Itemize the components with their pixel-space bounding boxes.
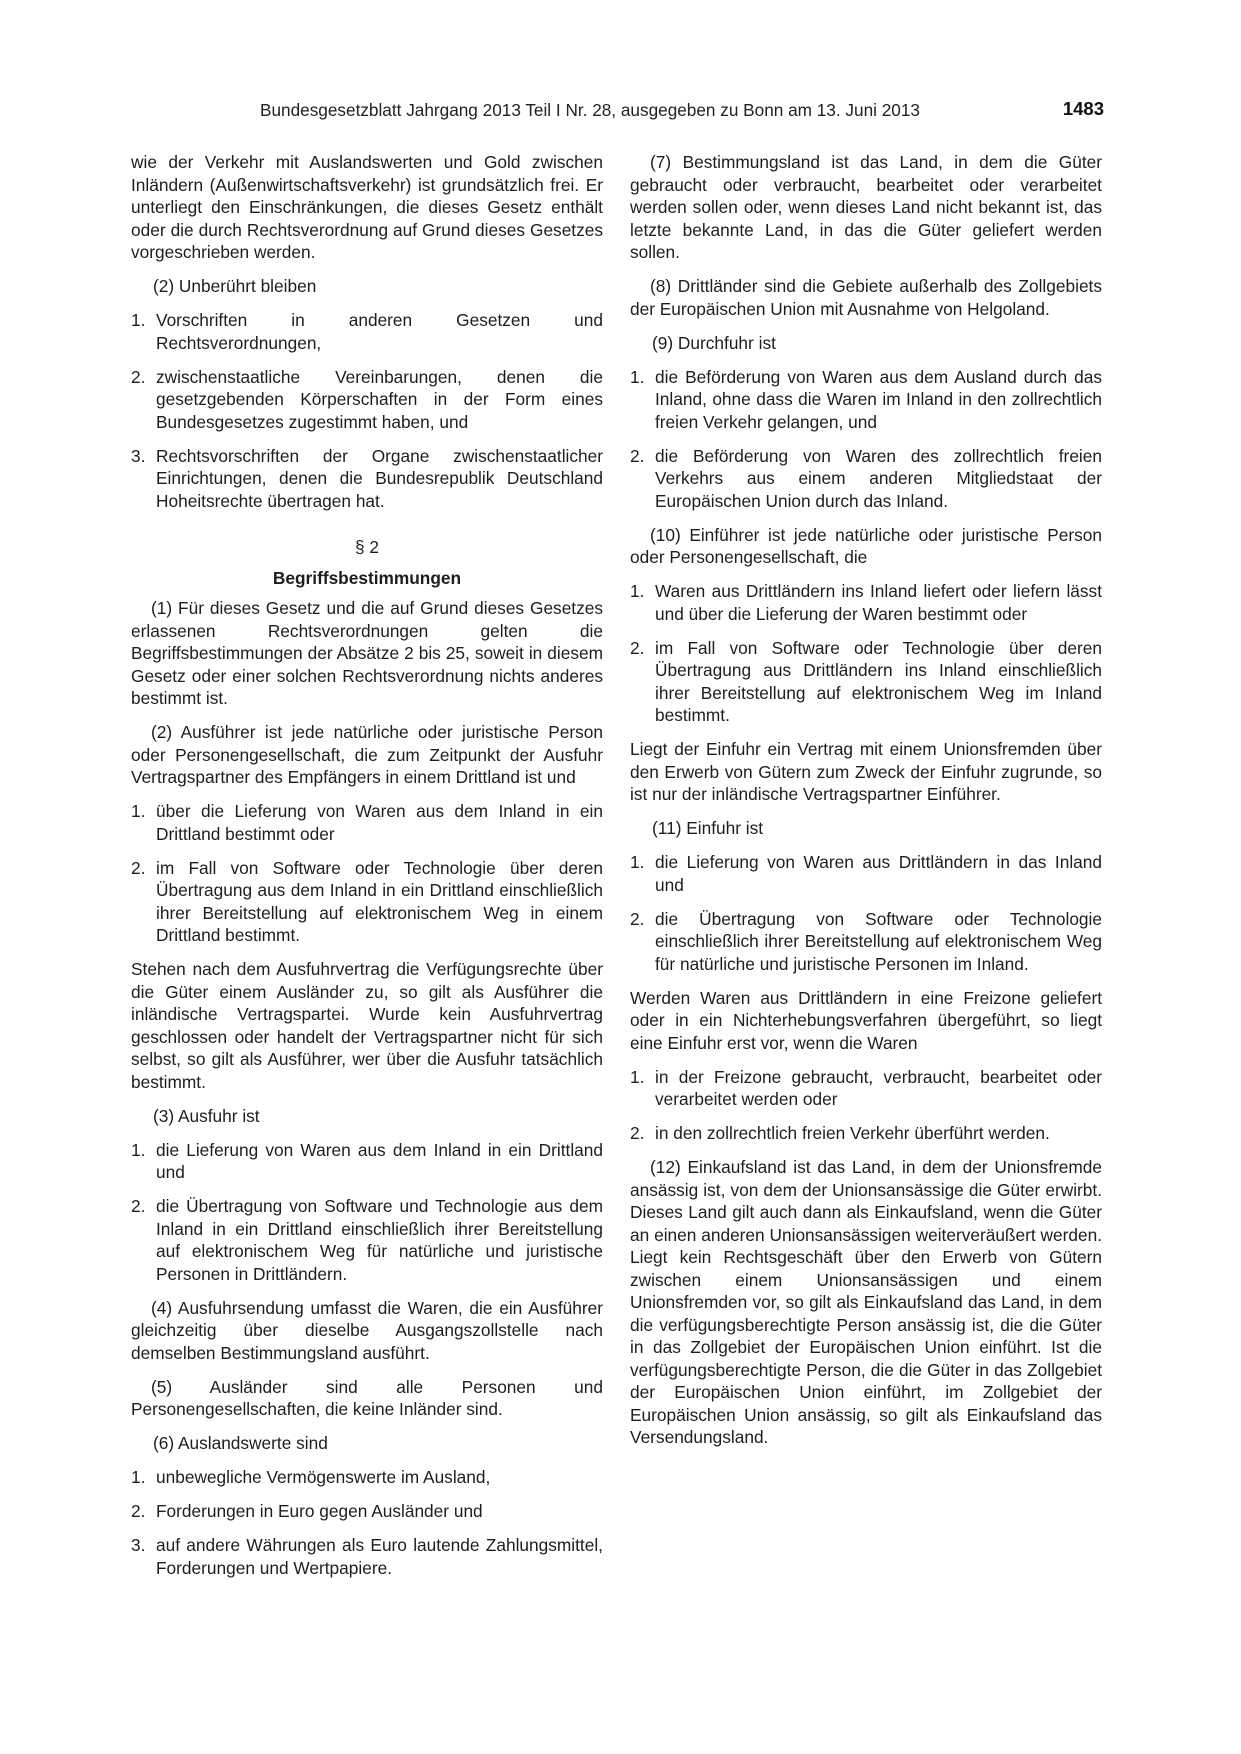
- list-item-number: 1.: [131, 801, 146, 821]
- paragraph-label: (2) Unberührt bleiben: [153, 276, 317, 296]
- enumerated-list: [630, 851, 1102, 975]
- list-item: [630, 1122, 1102, 1145]
- list-item-text: die Übertragung von Software und Technologie aus dem Inland in ein Drittland einschließlich ihrer Bereitstellung auf elektronischem Weg für natürliche und juristische Personen in Drittländern.: [156, 1196, 603, 1284]
- list-item: [131, 1139, 603, 1184]
- list-item: [131, 1500, 603, 1523]
- paragraph: Werden Waren aus Drittländern in eine Freizone geliefert oder in ein Nichterhebungsverfahren übergeführt, so liegt eine Einfuhr erst vor, wenn die Waren: [630, 987, 1102, 1053]
- list-item-text: die Lieferung von Waren aus Drittländern in das Inland und: [655, 852, 1102, 895]
- enumerated-list: [131, 309, 603, 512]
- list-item: [630, 637, 1102, 727]
- list-item-text: Waren aus Drittländern ins Inland liefert oder liefern lässt und über die Lieferung der Waren bestimmt oder: [655, 581, 1102, 624]
- list-item-number: 2.: [131, 366, 146, 387]
- enumerated-list: [630, 580, 1102, 727]
- section-title: Begriffsbestimmungen: [272, 567, 462, 588]
- list-item-text: zwischenstaatliche Vereinbarungen, denen die gesetzgebenden Körperschaften in der Form eines Bundesgesetzes zugestimmt haben, und: [156, 366, 603, 432]
- list-item: [131, 1195, 603, 1285]
- paragraph: Liegt der Einfuhr ein Vertrag mit einem Unionsfremden über den Erwerb von Gütern zum Zweck der Einfuhr zugrunde, so ist nur der inländische Vertragspartner Einführer.: [630, 739, 1102, 804]
- list-item-number: 2.: [630, 445, 645, 466]
- paragraph: (1) Für dieses Gesetz und die auf Grund dieses Gesetzes erlassenen Rechtsverordnungen gelten die Begriffsbestimmungen der Absätze 2 bis 25, soweit in diesem Gesetz oder einer solchen Rechtsverordnung nichts anderes bestimmt ist.: [131, 598, 603, 708]
- enumerated-list: [630, 366, 1102, 513]
- right-column: [630, 151, 1102, 1460]
- list-item: [131, 800, 603, 845]
- list-item: [131, 857, 603, 947]
- list-item-number: 3.: [131, 1535, 146, 1555]
- list-item-number: 1.: [131, 1467, 146, 1487]
- paragraph-label: (6) Auslandswerte sind: [153, 1433, 328, 1453]
- paragraph: wie der Verkehr mit Auslandswerten und Gold zwischen Inländern (Außenwirtschaftsverkehr) ist grundsätzlich frei. Er unterliegt den Einschränkungen, die dieses Gesetz enthält oder die durch Rechtsverordnung auf Grund dieses Gesetzes vorgeschrieben werden.: [131, 152, 603, 262]
- list-item: [131, 445, 603, 513]
- enumerated-list: [131, 1139, 603, 1286]
- list-item: [131, 309, 603, 354]
- paragraph-label: (11) Einfuhr ist: [652, 818, 764, 838]
- enumerated-list: [131, 1466, 603, 1579]
- list-item: [131, 1534, 603, 1579]
- list-item-text: Rechtsvorschriften der Organe zwischenstaatlicher Einrichtungen, denen die Bundesrepublik Deutschland Hoheitsrechte übertragen hat.: [156, 445, 603, 511]
- list-item: [630, 851, 1102, 896]
- paragraph: (8) Drittländer sind die Gebiete außerhalb des Zollgebiets der Europäischen Union mit Ausnahme von Helgoland.: [630, 276, 1102, 319]
- list-item-text: Forderungen in Euro gegen Ausländer und: [156, 1501, 483, 1521]
- list-item-text: Vorschriften in anderen Gesetzen und Rechtsverordnungen,: [156, 310, 603, 353]
- list-item-number: 2.: [630, 637, 645, 658]
- paragraph: (4) Ausfuhrsendung umfasst die Waren, die ein Ausführer gleichzeitig über dieselbe Ausgangszollstelle nach demselben Bestimmungsland ausführt.: [131, 1297, 603, 1363]
- list-item-text: die Übertragung von Software oder Technologie einschließlich ihrer Bereitstellung auf elektronischem Weg für natürliche und juristische Personen im Inland.: [655, 908, 1102, 974]
- list-item: [131, 366, 603, 434]
- list-item-text: in der Freizone gebraucht, verbraucht, bearbeitet oder verarbeitet werden oder: [655, 1066, 1102, 1109]
- list-item-text: die Lieferung von Waren aus dem Inland in ein Drittland und: [156, 1139, 603, 1182]
- list-item-number: 2.: [630, 908, 645, 929]
- paragraph-label: (9) Durchfuhr ist: [652, 332, 776, 353]
- list-item-number: 2.: [131, 1501, 146, 1521]
- paragraph: Stehen nach dem Ausfuhrvertrag die Verfügungsrechte über die Güter einem Ausländer zu, so gilt als Ausführer die inländische Vertragspartei. Wurde kein Ausfuhrvertrag geschlossen oder handelt der Vertragspartner nicht für sich selbst, so gilt als Ausführer, wer über die Ausfuhr tatsächlich bestimmt.: [131, 959, 603, 1092]
- list-item: [630, 1066, 1102, 1111]
- list-item: [131, 1466, 603, 1489]
- running-title: Bundesgesetzblatt Jahrgang 2013 Teil I Nr. 28, ausgegeben zu Bonn am 13. Juni 2013: [260, 100, 920, 120]
- paragraph: (7) Bestimmungsland ist das Land, in dem die Güter gebraucht oder verbraucht, bearbeitet oder verarbeitet werden sollen oder, wenn dieses Land nicht bekannt ist, das letzte bekannte Land, in das die Güter geliefert werden sollen.: [630, 152, 1102, 262]
- list-item-text: im Fall von Software oder Technologie über deren Übertragung aus dem Inland in ein Drittland einschließlich ihrer Bereitstellung auf elektronischem Weg in einem Drittland bestimmt.: [156, 857, 603, 945]
- list-item-number: 2.: [131, 1196, 146, 1216]
- left-column: [131, 151, 603, 1591]
- list-item: [630, 580, 1102, 625]
- list-item: [630, 366, 1102, 434]
- paragraph: (10) Einführer ist jede natürliche oder juristische Person oder Personengesellschaft, die: [630, 524, 1102, 567]
- list-item-number: 1.: [630, 1066, 645, 1087]
- list-item-number: 3.: [131, 445, 146, 466]
- list-item-number: 2.: [630, 1123, 645, 1143]
- list-item-text: unbewegliche Vermögenswerte im Ausland,: [156, 1467, 491, 1487]
- paragraph: (5) Ausländer sind alle Personen und Personengesellschaften, die keine Inländer sind.: [131, 1376, 603, 1419]
- list-item-text: im Fall von Software oder Technologie über deren Übertragung aus Drittländern ins Inland einschließlich ihrer Bereitstellung auf elektronischem Weg im Inland bestimmt.: [655, 637, 1102, 725]
- paragraph-label: (3) Ausfuhr ist: [153, 1105, 260, 1126]
- list-item-number: 1.: [630, 852, 645, 872]
- list-item-text: die Beförderung von Waren des zollrechtlich freien Verkehrs aus einem anderen Mitgliedstaat der Europäischen Union durch das Inland.: [655, 445, 1102, 511]
- list-item-text: auf andere Währungen als Euro lautende Zahlungsmittel, Forderungen und Wertpapiere.: [156, 1535, 603, 1578]
- enumerated-list: [131, 800, 603, 947]
- list-item-text: über die Lieferung von Waren aus dem Inland in ein Drittland bestimmt oder: [156, 801, 603, 844]
- paragraph: (2) Ausführer ist jede natürliche oder juristische Person oder Personengesellschaft, die zum Zeitpunkt der Ausfuhr Vertragspartner des Empfängers in einem Drittland ist und: [131, 722, 603, 787]
- list-item-number: 2.: [131, 857, 146, 878]
- page-number: 1483: [1062, 98, 1104, 119]
- enumerated-list: [630, 1066, 1102, 1145]
- section-number: § 2: [354, 537, 380, 557]
- list-item: [630, 445, 1102, 513]
- list-item-text: in den zollrechtlich freien Verkehr überführt werden.: [655, 1123, 1050, 1143]
- list-item-number: 1.: [131, 1139, 146, 1160]
- list-item-number: 1.: [630, 366, 645, 387]
- list-item: [630, 908, 1102, 976]
- list-item-number: 1.: [131, 310, 146, 330]
- paragraph: (12) Einkaufsland ist das Land, in dem der Unionsfremde ansässig ist, von dem der Unionsansässige die Güter erwirbt. Dieses Land gilt auch dann als Einkaufsland, wenn die Güter an einen anderen Unionsansässigen weiterveräußert werden. Liegt kein Rechtsgeschäft über den Erwerb von Gütern zwischen einem Unionsansässigen und einem Unionsfremden vor, so gilt als Einkaufsland das Land, in dem die verfügungsberechtigte Person ansässig ist, die die Güter in das Zollgebiet der Europäischen Union einführt. Ist die verfügungsberechtigte Person, die die Güter in das Zollgebiet der Europäischen Union einführt, im Zollgebiet der Europäischen Union ansässig, so gilt als Einkaufsland das Versendungsland.: [630, 1157, 1102, 1447]
- list-item-number: 1.: [630, 581, 645, 601]
- list-item-text: die Beförderung von Waren aus dem Ausland durch das Inland, ohne dass die Waren im Inland in den zollrechtlich freien Verkehr gelangen, und: [655, 366, 1102, 432]
